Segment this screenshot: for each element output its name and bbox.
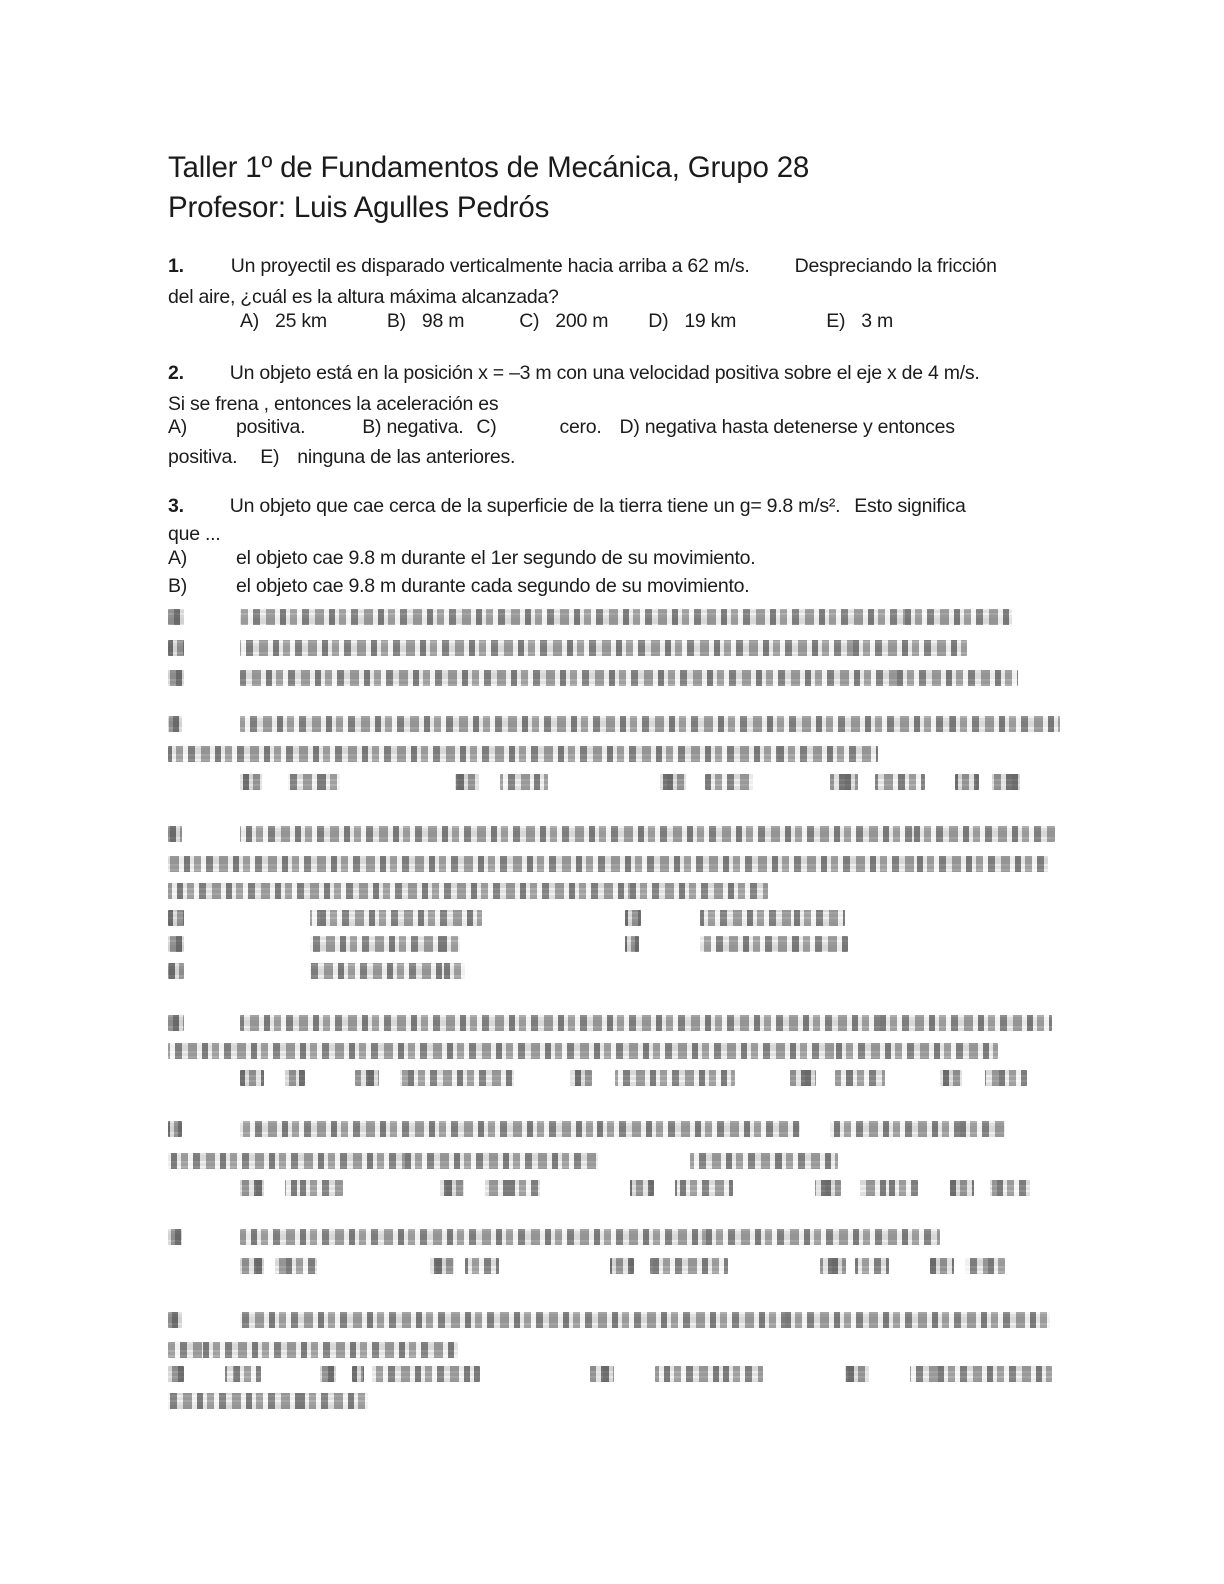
blur-segment [875,774,925,790]
blur-option-marker [240,1258,264,1274]
blur-option-marker [168,1121,182,1137]
spacer [305,414,362,415]
blur-segment [700,936,848,952]
blur-option-marker [940,1070,962,1086]
text-run: A) [240,310,259,332]
blur-option-marker [240,1070,264,1086]
blurred-line [0,715,1224,733]
text-run: B) [386,310,406,332]
blurred-line [0,773,1224,791]
blur-segment [705,774,753,790]
blur-option-marker [455,774,479,790]
blur-segment [650,1258,728,1274]
blur-segment [168,1043,998,1059]
spacer [184,253,231,254]
blur-option-marker [168,609,184,625]
blur-option-marker [320,1366,336,1382]
spacer [187,573,236,574]
question-number: 1. [168,255,184,277]
text-line [240,308,893,334]
blur-option-marker [830,774,858,790]
blurred-line [0,1120,1224,1138]
spacer [187,545,236,546]
spacer [845,308,861,309]
blur-option-marker [168,963,184,979]
text-run: Despreciando la fricción [794,255,997,277]
question-number: 2. [168,362,184,384]
blur-segment [240,1121,800,1137]
blur-segment [168,1342,458,1358]
blur-option-marker [430,1258,454,1274]
spacer [187,414,236,415]
blur-option-marker [820,1258,846,1274]
blurred-line [0,1014,1224,1032]
blurred-line [0,825,1224,843]
blur-segment [910,1366,1052,1382]
blurred-line [0,962,1224,980]
blur-option-marker [660,774,686,790]
spacer [184,360,230,361]
blur-option-marker [168,716,182,732]
blur-segment [240,640,967,656]
blur-segment [240,716,1060,732]
blur-option-marker [570,1070,592,1086]
text-run: A) [168,547,187,569]
blur-option-marker [790,1070,816,1086]
blur-option-marker [610,1258,634,1274]
text-run: el objeto cae 9.8 m durante cada segundo de su movimiento. [236,575,750,597]
blur-segment [655,1366,763,1382]
blur-option-marker [168,1366,184,1382]
blur-segment [225,1366,261,1382]
blur-option-marker [355,1070,379,1086]
text-line [168,493,966,519]
text-run: C) [519,310,540,332]
text-line [168,521,220,547]
spacer [184,493,230,494]
text-run: 3 m [861,310,893,332]
blur-option-marker [168,640,184,656]
blur-segment [465,1258,499,1274]
blur-segment [485,1180,540,1196]
spacer [736,308,826,309]
spacer [406,308,422,309]
blur-option-marker [845,1366,869,1382]
text-run: B) negativa. [362,416,464,438]
text-run: E) [826,310,846,332]
blur-segment [168,883,768,899]
text-run: Un objeto está en la posición x = –3 m con una velocidad positiva sobre el eje x de 4 m/s. [229,362,980,384]
blur-segment [240,1229,940,1245]
blurred-line [0,1341,1224,1359]
text-run: C) [476,416,497,438]
text-run: D) [648,310,669,332]
blur-option-marker [930,1258,954,1274]
blur-segment [168,1393,368,1409]
document-title: Taller 1º de Fundamentos de Mecánica, Grupo 28 [168,151,810,184]
spacer [279,444,297,445]
text-run: Un proyectil es disparado verticalmente hacia arriba a 62 m/s. [230,255,750,277]
blur-segment [500,774,548,790]
blurred-line [0,882,1224,900]
blur-segment [168,856,1048,872]
spacer [463,414,476,415]
blur-segment [240,1312,1050,1328]
blur-segment [830,1121,1005,1137]
blurred-line [0,745,1224,763]
spacer [464,308,519,309]
spacer [668,308,684,309]
blurred-line [0,935,1224,953]
blur-segment [310,910,482,926]
question-number: 3. [168,495,184,517]
blur-option-marker [630,1180,654,1196]
blurred-line [0,1392,1224,1410]
blur-segment [275,1258,317,1274]
spacer [327,308,387,309]
blur-segment [700,910,845,926]
blurred-line [0,1042,1224,1060]
blurred-line [0,639,1224,657]
text-run: B) [168,575,187,597]
blur-segment [240,609,1012,625]
text-run: positiva. [236,416,306,438]
text-run: 19 km [684,310,737,332]
text-line [168,573,749,599]
text-run: Esto significa [854,495,966,517]
blur-option-marker [590,1366,614,1382]
blur-segment [615,1070,735,1086]
blur-segment [985,1070,1027,1086]
blur-option-marker [168,826,182,842]
text-run: el objeto cae 9.8 m durante el 1er segundo de su movimiento. [236,547,756,569]
blur-segment [285,1180,343,1196]
text-line [168,414,955,440]
document-subtitle-professor: Profesor: Luis Agulles Pedrós [168,191,550,224]
text-run: A) [168,416,187,438]
text-run: del aire, ¿cuál es la altura máxima alcanzada? [168,286,559,308]
text-run: 98 m [421,310,465,332]
blurred-line [0,1152,1224,1170]
spacer [539,308,555,309]
spacer [608,308,648,309]
blurred-line [0,855,1224,873]
blur-segment [240,670,1018,686]
spacer [840,493,854,494]
text-line [168,444,515,470]
blur-segment [240,826,1055,842]
text-run: Un objeto que cae cerca de la superficie de la tierra tiene un g= 9.8 m/s². [229,495,841,517]
blur-segment [990,1180,1030,1196]
blur-option-marker [950,1180,974,1196]
text-line [168,360,980,386]
text-run: ninguna de las anteriores. [297,446,516,468]
blur-option-marker [168,1015,184,1031]
text-run: que ... [168,523,221,545]
blur-segment [965,1258,1005,1274]
blurred-line [0,608,1224,626]
blurred-line [0,1257,1224,1275]
spacer [237,444,260,445]
blur-option-marker [168,910,184,926]
blur-option-marker [168,936,184,952]
blur-segment [860,1180,918,1196]
blur-segment [168,746,878,762]
spacer [750,253,795,254]
blurred-line [0,1069,1224,1087]
blur-segment [310,936,460,952]
text-run: cero. [559,416,602,438]
blur-segment [400,1070,514,1086]
blur-option-marker [352,1366,364,1382]
blur-segment [168,1153,598,1169]
spacer [602,414,620,415]
blur-segment [690,1153,838,1169]
spacer [496,414,559,415]
blur-option-marker [625,936,639,952]
blur-option-marker [440,1180,464,1196]
text-run: 200 m [555,310,609,332]
text-line [168,253,997,279]
spacer [259,308,275,309]
text-run: Si se frena , entonces la aceleración es [168,393,499,415]
blur-option-marker [955,774,979,790]
text-run: D) negativa hasta detenerse y entonces [619,416,955,438]
blurred-line [0,1365,1224,1383]
text-run: positiva. [168,446,238,468]
blur-option-marker [992,774,1020,790]
blur-segment [835,1070,885,1086]
blur-option-marker [168,1229,182,1245]
text-run: E) [260,446,280,468]
blurred-line [0,669,1224,687]
blurred-line [0,1228,1224,1246]
blur-option-marker [240,1180,264,1196]
blur-option-marker [815,1180,841,1196]
blur-segment [855,1258,889,1274]
blur-segment [675,1180,733,1196]
blur-option-marker [240,774,262,790]
blur-segment [310,963,465,979]
blur-option-marker [168,1312,182,1328]
blur-segment [240,1015,1052,1031]
blurred-line [0,1179,1224,1197]
blur-option-marker [168,670,184,686]
blur-segment [372,1366,480,1382]
text-run: 25 km [275,310,327,332]
blur-option-marker [285,1070,305,1086]
blur-segment [288,774,340,790]
blur-option-marker [625,910,641,926]
text-line [168,545,755,571]
blurred-line [0,1311,1224,1329]
text-line [168,284,559,310]
blurred-line [0,909,1224,927]
